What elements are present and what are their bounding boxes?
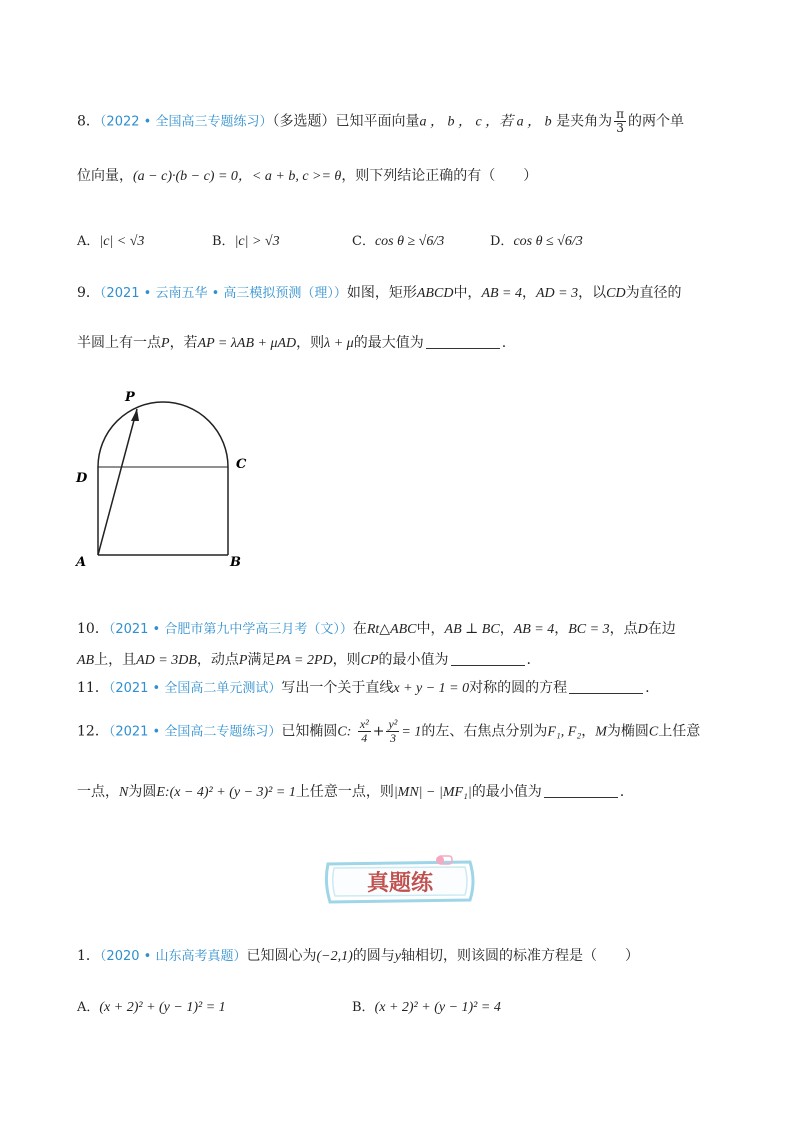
- q10-text: ，动点: [196, 652, 239, 668]
- q8-option-a[interactable]: [77, 230, 144, 250]
- q9-number: 9．: [77, 285, 100, 301]
- q12-math: M: [595, 724, 607, 740]
- q10-math: BC = 3: [568, 622, 610, 637]
- q10-text: 上，且: [94, 652, 137, 668]
- q12-text: 上任意: [658, 723, 701, 740]
- q10-text: ，则: [332, 652, 361, 668]
- q10-text: 中，: [416, 621, 445, 637]
- option-label: B．: [212, 234, 235, 249]
- q8-line2b: ，则下列结论正确的有（ ）: [341, 168, 538, 184]
- q8-option-d[interactable]: [490, 230, 583, 250]
- section-banner: [320, 852, 480, 908]
- option-math: (x + 2)² + (y − 1)² = 4: [374, 1000, 501, 1015]
- q8-line1: [77, 108, 684, 135]
- q10-math: PA = 2PD: [275, 653, 333, 668]
- q9-text: 为直径的: [625, 285, 682, 301]
- q10-line1: [77, 619, 676, 640]
- q10-text: 满足: [247, 652, 276, 668]
- q12-text: 为椭圆: [606, 723, 649, 740]
- q10-math: AB = 4: [513, 622, 555, 637]
- q9-text: ，: [522, 285, 536, 301]
- q9-text: ，若: [169, 335, 198, 351]
- r1-number: 1．: [77, 948, 100, 964]
- q10-text: ，点: [609, 621, 638, 637]
- q10-text: 在: [352, 621, 367, 637]
- option-math: cos θ ≥ √6/3: [374, 234, 445, 249]
- q8-text3: 的两个单: [628, 113, 685, 130]
- banner-title: 真题练: [366, 870, 434, 896]
- q9-text: ，则: [296, 335, 325, 351]
- q9-figure: [70, 385, 260, 575]
- q8-text2: 是夹角为: [556, 113, 613, 130]
- q8-source[interactable]: （2022 • 全国高三专题练习）: [99, 114, 273, 130]
- q10-end: .: [526, 652, 531, 668]
- q12-math: |MN| − |MF₁|: [393, 785, 472, 800]
- q12-line1: [77, 718, 700, 745]
- q10-number: 10．: [77, 621, 109, 637]
- q8-number: 8．: [77, 113, 100, 130]
- q8-expr: (a − c)·(b − c) = 0: [133, 169, 238, 184]
- q12-source[interactable]: （2021 • 全国高二专题练习）: [108, 724, 282, 740]
- q12-math: C: [648, 724, 659, 740]
- q9-line1: [77, 283, 682, 304]
- q12-text: 的左、右焦点分别为: [421, 723, 548, 740]
- r1-option-b[interactable]: [352, 996, 501, 1016]
- q10-text: ，: [499, 621, 514, 637]
- q8-line2a: 位向量，: [77, 168, 133, 184]
- q10-text: ，: [554, 621, 569, 637]
- label-a: A: [76, 555, 87, 570]
- q9-math: AB = 4: [481, 286, 522, 301]
- q12-math: N: [119, 785, 129, 800]
- q11-line1: [77, 678, 650, 699]
- frac-den: 4: [361, 731, 368, 745]
- q12-text: 上任意一点，则: [295, 784, 394, 800]
- q9-text: ，以: [578, 285, 607, 301]
- label-c: C: [236, 457, 247, 472]
- q8-angle-fraction: [614, 108, 626, 135]
- q11-text: 写出一个关于直线: [281, 680, 394, 696]
- option-label: A．: [77, 1000, 100, 1015]
- q9-line2: [77, 333, 506, 354]
- q10-math: D: [637, 622, 648, 637]
- vector-ap-arrowhead: [131, 409, 139, 421]
- q11-answer-blank[interactable]: [569, 679, 643, 694]
- q12-text: 已知椭圆: [281, 723, 338, 740]
- q10-math: P: [238, 653, 248, 668]
- r1-math: y: [394, 949, 401, 964]
- q9-math: CD: [606, 286, 626, 301]
- q10-source[interactable]: （2021 • 合肥市第九中学高三月考（文））: [108, 622, 353, 637]
- label-p: P: [125, 390, 135, 405]
- q10-text: 在边: [647, 621, 676, 637]
- q12-plus: +: [372, 723, 385, 740]
- q12-math: = 1: [401, 724, 422, 740]
- label-d: D: [76, 471, 88, 486]
- q10-math: CP: [360, 653, 379, 668]
- option-label: C．: [352, 234, 375, 249]
- q8-option-b[interactable]: [212, 230, 280, 250]
- q10-math: AB: [77, 653, 95, 668]
- q9-vector-expr: AP = λAB + μAD: [197, 336, 297, 351]
- q9-text: 中，: [453, 285, 482, 301]
- q12-end: .: [619, 784, 625, 800]
- q10-math: AD = 3DB: [136, 653, 197, 668]
- q10-math: Rt△ABC: [366, 622, 417, 637]
- q11-math: x + y − 1 = 0: [393, 681, 470, 696]
- q9-text: 如图，矩形: [346, 285, 417, 301]
- q8-text1: （多选题）已知平面向量: [272, 113, 420, 130]
- frac-num: x²: [359, 717, 369, 731]
- r1-math: (−2,1): [316, 949, 353, 964]
- q11-end: .: [645, 680, 650, 696]
- option-label: D．: [490, 234, 514, 249]
- q12-math: C:: [337, 724, 352, 740]
- r1-text: 已知圆心为: [246, 948, 317, 964]
- q11-number: 11．: [77, 680, 109, 696]
- option-math: (x + 2)² + (y − 1)² = 1: [99, 1000, 226, 1015]
- q9-math: P: [161, 336, 170, 351]
- r1-text: 的圆与: [352, 948, 395, 964]
- q8-option-c[interactable]: [352, 230, 444, 250]
- q10-answer-blank[interactable]: [451, 651, 525, 666]
- q9-source[interactable]: （2021 • 云南五华 • 高三模拟预测（理））: [99, 286, 347, 301]
- q12-math: F₁, F₂: [547, 724, 582, 740]
- r1-source[interactable]: （2020 • 山东高考真题）: [99, 949, 247, 964]
- q8-line2: [77, 166, 537, 187]
- q9-end: .: [501, 335, 507, 351]
- option-label: A．: [77, 234, 100, 249]
- r1-line1: [77, 946, 639, 967]
- q8-expr2: ，< a + b, c >= θ: [237, 169, 342, 184]
- q12-text: 一点，: [77, 784, 119, 800]
- semicircle-arc: [98, 402, 228, 467]
- r1-text: 轴相切，则该圆的标准方程是（ ）: [400, 948, 639, 964]
- frac-num: y²: [388, 717, 398, 731]
- q11-source[interactable]: （2021 • 全国高二单元测试）: [108, 681, 282, 696]
- option-math: cos θ ≤ √6/3: [513, 234, 583, 249]
- pin-icon: [436, 856, 444, 864]
- q12-math: (x − 4)² + (y − 3)² = 1: [169, 785, 296, 800]
- q12-text: ，: [581, 723, 596, 740]
- option-label: B．: [352, 1000, 375, 1015]
- q8-angle-num: π: [616, 107, 625, 121]
- q12-text: 的最小值为: [471, 784, 542, 800]
- r1-option-a[interactable]: [77, 996, 226, 1016]
- q9-math: λ + μ: [324, 336, 354, 351]
- label-b: B: [230, 555, 241, 570]
- q12-answer-blank[interactable]: [544, 783, 618, 798]
- q9-answer-blank[interactable]: [426, 334, 500, 349]
- q12-text: 为圆: [128, 784, 157, 800]
- q10-text: 的最小值为: [378, 652, 449, 668]
- q12-frac-x: [358, 718, 371, 745]
- q12-number: 12．: [77, 723, 109, 740]
- q11-text: 对称的圆的方程: [469, 680, 568, 696]
- q9-text: 半圆上有一点: [77, 335, 161, 351]
- q10-line2: [77, 650, 531, 671]
- q8-angle-den: 3: [616, 121, 624, 135]
- frac-den: 3: [389, 731, 396, 745]
- q8-vars: a ， b ， c ，若 a ， b: [419, 114, 552, 130]
- q12-frac-y: [386, 718, 399, 745]
- option-math: |c| < √3: [99, 234, 145, 249]
- q12-line2: [77, 782, 624, 803]
- vector-ap: [98, 409, 137, 555]
- q9-text: 的最大值为: [353, 335, 424, 351]
- q10-math: AB ⊥ BC: [444, 622, 500, 637]
- option-math: |c| > √3: [234, 234, 280, 249]
- q9-math: ABCD: [416, 286, 454, 301]
- q9-math: AD = 3: [536, 286, 579, 301]
- q12-math: E:: [156, 785, 170, 800]
